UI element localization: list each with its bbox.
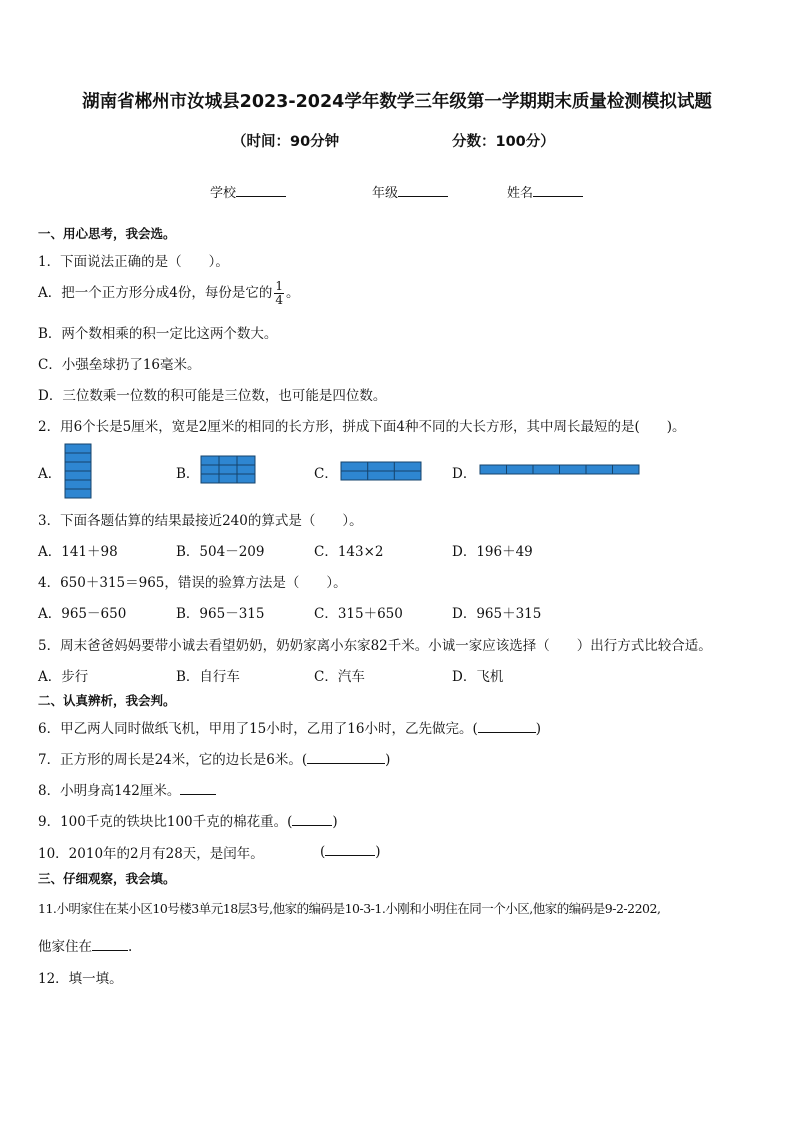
- q3-option-b[interactable]: B．504－209: [176, 544, 265, 560]
- school-field: [210, 182, 286, 201]
- q4-option-d[interactable]: D．965＋315: [452, 606, 542, 622]
- q3-stem: 3．下面各题估算的结果最接近240的算式是（ ）。: [38, 513, 363, 529]
- q7-text: 7．正方形的周长是24米，它的边长是6米。(: [38, 752, 308, 768]
- q11-line-1: 11.小明家住在某小区10号楼3单元18层3号,他家的编码是10-3-1.小刚和小明住在同一个小区,他家的编码是9-2-2202,: [38, 901, 661, 916]
- q2-stem: 2．用6个长是5厘米，宽是2厘米的相同的长方形，拼成下面4种不同的大长方形，其中周长最短的是( )。: [38, 419, 686, 435]
- q2-option-c-figure[interactable]: [340, 461, 422, 482]
- q3-option-a[interactable]: A．141＋98: [38, 544, 118, 560]
- q2-option-d-label[interactable]: D．: [452, 466, 477, 482]
- grade-blank[interactable]: [398, 183, 448, 197]
- q8-text: 8．小明身高142厘米。: [38, 783, 181, 799]
- q2-option-a-label[interactable]: A．: [38, 466, 62, 482]
- q10-text: 10．2010年的2月有28天，是闰年。: [38, 846, 264, 862]
- q5-option-c[interactable]: C．汽车: [314, 669, 365, 685]
- q12-stem: 12．填一填。: [38, 971, 123, 987]
- name-label: 姓名: [507, 186, 534, 201]
- q1-option-a-end: 。: [285, 285, 300, 301]
- q2-option-a-figure[interactable]: [64, 443, 94, 499]
- q6: [38, 717, 541, 737]
- q11-text: 他家住在: [38, 939, 92, 955]
- q9-text: 9．100千克的铁块比100千克的棉花重。(: [38, 814, 293, 830]
- q2-option-c-label[interactable]: C．: [314, 466, 338, 482]
- q2-option-d-figure[interactable]: [479, 464, 641, 476]
- q5-stem: 5．周末爸爸妈妈要带小诚去看望奶奶，奶奶家离小东家82千米。小诚一家应该选择（ ）出行方式比较合适。: [38, 638, 712, 654]
- q7-close: ): [385, 752, 391, 768]
- q11-line-2: [38, 935, 132, 955]
- q4-stem: 4．650＋315＝965，错误的验算方法是（ ）。: [38, 575, 347, 591]
- q7: [38, 748, 390, 768]
- q4-option-b[interactable]: B．965－315: [176, 606, 265, 622]
- q7-answer-blank[interactable]: [307, 750, 385, 764]
- q5-option-b[interactable]: B．自行车: [176, 669, 240, 685]
- school-blank[interactable]: [236, 183, 286, 197]
- q9: [38, 810, 338, 830]
- q1-option-d[interactable]: D．三位数乘一位数的积可能是三位数，也可能是四位数。: [38, 388, 387, 404]
- grid-rect: [201, 456, 255, 483]
- q8: [38, 779, 216, 799]
- fraction-denominator: 4: [275, 293, 283, 307]
- q6-answer-blank[interactable]: [478, 719, 536, 733]
- q10-open: (: [320, 844, 326, 860]
- name-field: [507, 182, 583, 201]
- exam-time: （时间：90分钟: [232, 134, 340, 150]
- q1-stem: 1．下面说法正确的是（ ）。: [38, 254, 229, 270]
- q4-option-a[interactable]: A．965－650: [38, 606, 127, 622]
- page-title: 湖南省郴州市汝城县2023-2024学年数学三年级第一学期期末质量检测模拟试题: [82, 92, 712, 112]
- q6-text: 6．甲乙两人同时做纸飞机，甲用了15小时，乙用了16小时，乙先做完。(: [38, 721, 478, 737]
- q1-option-a[interactable]: [38, 280, 299, 307]
- q2-option-b-figure[interactable]: [200, 455, 256, 485]
- q1-option-c[interactable]: C．小强垒球扔了16毫米。: [38, 357, 201, 373]
- school-label: 学校: [210, 186, 237, 201]
- exam-score: 分数：100分）: [452, 134, 555, 150]
- q1-option-b[interactable]: B．两个数相乘的积一定比这两个数大。: [38, 326, 278, 342]
- q3-option-d[interactable]: D．196＋49: [452, 544, 533, 560]
- section-3-heading: 三、仔细观察，我会填。: [38, 871, 176, 886]
- q4-option-c[interactable]: C．315＋650: [314, 606, 403, 622]
- fraction-numerator: 1: [275, 279, 283, 293]
- q11-end: .: [128, 939, 133, 955]
- q9-close: ): [332, 814, 338, 830]
- q8-answer-blank[interactable]: [180, 781, 216, 795]
- q3-option-c[interactable]: C．143×2: [314, 544, 384, 560]
- name-blank[interactable]: [533, 183, 583, 197]
- grade-label: 年级: [372, 186, 399, 201]
- q1-option-a-text: A．把一个正方形分成4份，每份是它的: [38, 285, 273, 301]
- q10-close: ): [375, 844, 381, 860]
- q6-close: ): [535, 721, 541, 737]
- grade-field: [372, 182, 448, 201]
- q10-answer-blank[interactable]: [325, 842, 375, 856]
- fraction-one-quarter: [274, 280, 284, 307]
- section-1-heading: 一、用心思考，我会选。: [38, 226, 176, 241]
- q10-answer: [320, 842, 381, 860]
- q5-option-a[interactable]: A．步行: [38, 669, 89, 685]
- q11-answer-blank[interactable]: [92, 937, 128, 951]
- q10: [38, 842, 264, 862]
- q2-option-b-label[interactable]: B．: [176, 466, 200, 482]
- q5-option-d[interactable]: D．飞机: [452, 669, 504, 685]
- q9-answer-blank[interactable]: [292, 812, 332, 826]
- section-2-heading: 二、认真辨析，我会判。: [38, 693, 176, 708]
